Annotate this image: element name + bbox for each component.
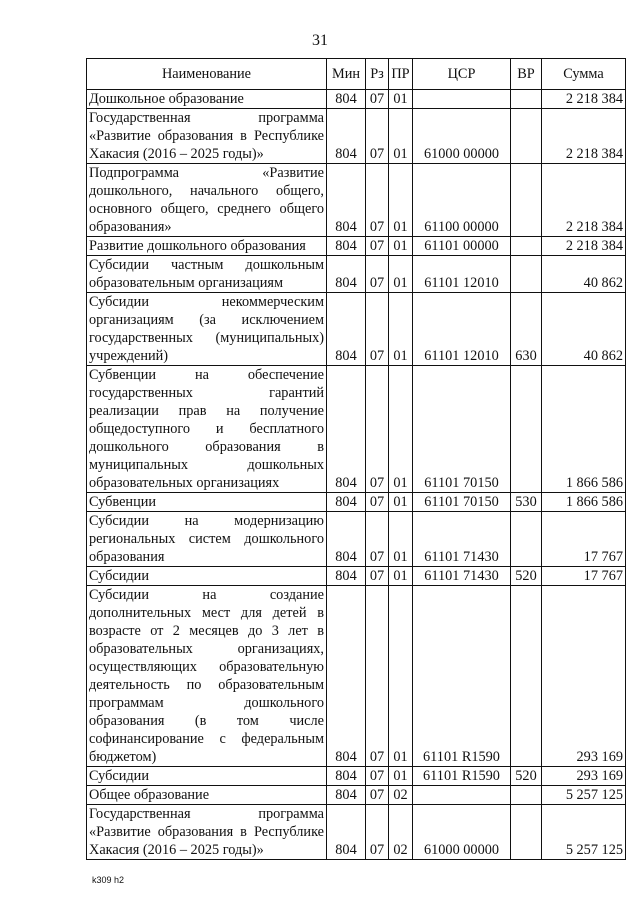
row-csr-cell: 61101 71430 bbox=[413, 512, 511, 567]
table-row bbox=[87, 237, 626, 256]
row-pr-cell: 01 bbox=[389, 164, 413, 237]
row-rz-cell: 07 bbox=[366, 366, 389, 493]
row-csr-cell: 61101 00000 bbox=[413, 237, 511, 256]
row-sum-cell: 1 866 586 bbox=[542, 493, 626, 512]
row-sum-cell: 293 169 bbox=[542, 767, 626, 786]
row-pr-cell: 01 bbox=[389, 90, 413, 109]
table-row bbox=[87, 493, 626, 512]
table-row bbox=[87, 567, 626, 586]
row-sum-cell: 5 257 125 bbox=[542, 786, 626, 805]
row-min-cell: 804 bbox=[327, 586, 366, 767]
table-row bbox=[87, 586, 626, 767]
row-csr-cell: 61101 12010 bbox=[413, 293, 511, 366]
table-row bbox=[87, 786, 626, 805]
row-csr-cell: 61100 00000 bbox=[413, 164, 511, 237]
table-row bbox=[87, 256, 626, 293]
header-csr: ЦСР bbox=[413, 59, 511, 90]
row-sum-cell: 2 218 384 bbox=[542, 164, 626, 237]
header-sum: Сумма bbox=[542, 59, 626, 90]
row-sum-cell: 1 866 586 bbox=[542, 366, 626, 493]
row-rz-cell: 07 bbox=[366, 109, 389, 164]
row-rz-cell: 07 bbox=[366, 164, 389, 237]
row-name-cell: Субсидии bbox=[87, 767, 327, 786]
row-rz-cell: 07 bbox=[366, 493, 389, 512]
row-vr-cell bbox=[511, 109, 542, 164]
row-csr-cell: 61101 R1590 bbox=[413, 586, 511, 767]
table-body bbox=[87, 90, 626, 860]
row-name-cell: Дошкольное образование bbox=[87, 90, 327, 109]
row-min-cell: 804 bbox=[327, 90, 366, 109]
row-rz-cell: 07 bbox=[366, 90, 389, 109]
row-sum-cell: 5 257 125 bbox=[542, 805, 626, 860]
header-name: Наименование bbox=[87, 59, 327, 90]
header-rz: Рз bbox=[366, 59, 389, 90]
row-name-cell: Подпрограмма «Развитие дошкольного, начального общего, основного общего, среднего общего образования» bbox=[87, 164, 327, 237]
row-min-cell: 804 bbox=[327, 567, 366, 586]
row-name-cell: Субвенции bbox=[87, 493, 327, 512]
row-vr-cell bbox=[511, 805, 542, 860]
header-vr: ВР bbox=[511, 59, 542, 90]
table-row bbox=[87, 366, 626, 493]
row-name-cell: Субсидии на создание дополнительных мест для детей в возрасте от 2 месяцев до 3 лет в образовательных организациях, осуществляющих образовательную деятельность по образовательным программам дошкольного образования (в том числе софинансирование с федеральным бюджетом) bbox=[87, 586, 327, 767]
row-csr-cell: 61101 70150 bbox=[413, 493, 511, 512]
row-name-cell: Субсидии bbox=[87, 567, 327, 586]
row-sum-cell: 293 169 bbox=[542, 586, 626, 767]
header-min: Мин bbox=[327, 59, 366, 90]
row-sum-cell: 2 218 384 bbox=[542, 90, 626, 109]
row-csr-cell: 61000 00000 bbox=[413, 109, 511, 164]
budget-table bbox=[86, 58, 626, 860]
row-name-cell: Субсидии частным дошкольным образовательным организациям bbox=[87, 256, 327, 293]
row-name-cell: Субсидии некоммерческим организациям (за исключением государственных (муниципальных) учреждений) bbox=[87, 293, 327, 366]
row-pr-cell: 01 bbox=[389, 493, 413, 512]
row-pr-cell: 01 bbox=[389, 366, 413, 493]
row-vr-cell: 520 bbox=[511, 767, 542, 786]
row-csr-cell: 61101 70150 bbox=[413, 366, 511, 493]
row-min-cell: 804 bbox=[327, 256, 366, 293]
table-row bbox=[87, 512, 626, 567]
row-vr-cell bbox=[511, 512, 542, 567]
row-pr-cell: 02 bbox=[389, 786, 413, 805]
row-sum-cell: 17 767 bbox=[542, 512, 626, 567]
row-vr-cell bbox=[511, 237, 542, 256]
row-pr-cell: 01 bbox=[389, 767, 413, 786]
row-rz-cell: 07 bbox=[366, 767, 389, 786]
row-min-cell: 804 bbox=[327, 366, 366, 493]
row-csr-cell bbox=[413, 90, 511, 109]
row-pr-cell: 01 bbox=[389, 567, 413, 586]
table-row bbox=[87, 109, 626, 164]
row-name-cell: Общее образование bbox=[87, 786, 327, 805]
row-name-cell: Развитие дошкольного образования bbox=[87, 237, 327, 256]
row-rz-cell: 07 bbox=[366, 237, 389, 256]
row-min-cell: 804 bbox=[327, 109, 366, 164]
row-vr-cell bbox=[511, 164, 542, 237]
row-pr-cell: 02 bbox=[389, 805, 413, 860]
row-rz-cell: 07 bbox=[366, 805, 389, 860]
row-rz-cell: 07 bbox=[366, 586, 389, 767]
row-vr-cell bbox=[511, 586, 542, 767]
row-sum-cell: 2 218 384 bbox=[542, 109, 626, 164]
row-name-cell: Государственная программа «Развитие образования в Республике Хакасия (2016 – 2025 годы)» bbox=[87, 805, 327, 860]
page-number: 31 bbox=[312, 32, 328, 49]
row-sum-cell: 2 218 384 bbox=[542, 237, 626, 256]
row-pr-cell: 01 bbox=[389, 512, 413, 567]
row-csr-cell: 61101 12010 bbox=[413, 256, 511, 293]
row-vr-cell bbox=[511, 256, 542, 293]
row-rz-cell: 07 bbox=[366, 256, 389, 293]
row-sum-cell: 17 767 bbox=[542, 567, 626, 586]
row-pr-cell: 01 bbox=[389, 109, 413, 164]
row-sum-cell: 40 862 bbox=[542, 256, 626, 293]
row-min-cell: 804 bbox=[327, 493, 366, 512]
table-row bbox=[87, 164, 626, 237]
row-min-cell: 804 bbox=[327, 805, 366, 860]
table-row bbox=[87, 90, 626, 109]
row-sum-cell: 40 862 bbox=[542, 293, 626, 366]
row-vr-cell bbox=[511, 786, 542, 805]
table-row bbox=[87, 805, 626, 860]
row-vr-cell: 520 bbox=[511, 567, 542, 586]
row-rz-cell: 07 bbox=[366, 786, 389, 805]
row-csr-cell bbox=[413, 786, 511, 805]
row-rz-cell: 07 bbox=[366, 567, 389, 586]
row-pr-cell: 01 bbox=[389, 586, 413, 767]
row-min-cell: 804 bbox=[327, 237, 366, 256]
table-row bbox=[87, 293, 626, 366]
table-header-row bbox=[87, 59, 626, 90]
row-name-cell: Субвенции на обеспечение государственных гарантий реализации прав на получение общедоступного и бесплатного дошкольного образования в муниципальных дошкольных образовательных организациях bbox=[87, 366, 327, 493]
row-min-cell: 804 bbox=[327, 786, 366, 805]
row-csr-cell: 61101 71430 bbox=[413, 567, 511, 586]
row-min-cell: 804 bbox=[327, 164, 366, 237]
row-csr-cell: 61101 R1590 bbox=[413, 767, 511, 786]
row-pr-cell: 01 bbox=[389, 237, 413, 256]
row-csr-cell: 61000 00000 bbox=[413, 805, 511, 860]
row-vr-cell: 630 bbox=[511, 293, 542, 366]
row-name-cell: Государственная программа «Развитие образования в Республике Хакасия (2016 – 2025 годы)» bbox=[87, 109, 327, 164]
row-rz-cell: 07 bbox=[366, 512, 389, 567]
row-name-cell: Субсидии на модернизацию региональных систем дошкольного образования bbox=[87, 512, 327, 567]
row-pr-cell: 01 bbox=[389, 256, 413, 293]
row-min-cell: 804 bbox=[327, 767, 366, 786]
row-rz-cell: 07 bbox=[366, 293, 389, 366]
row-vr-cell bbox=[511, 90, 542, 109]
header-pr: ПР bbox=[389, 59, 413, 90]
footer-code: k309 h2 bbox=[92, 875, 125, 885]
row-min-cell: 804 bbox=[327, 293, 366, 366]
row-vr-cell: 530 bbox=[511, 493, 542, 512]
row-pr-cell: 01 bbox=[389, 293, 413, 366]
row-min-cell: 804 bbox=[327, 512, 366, 567]
row-vr-cell bbox=[511, 366, 542, 493]
table-row bbox=[87, 767, 626, 786]
